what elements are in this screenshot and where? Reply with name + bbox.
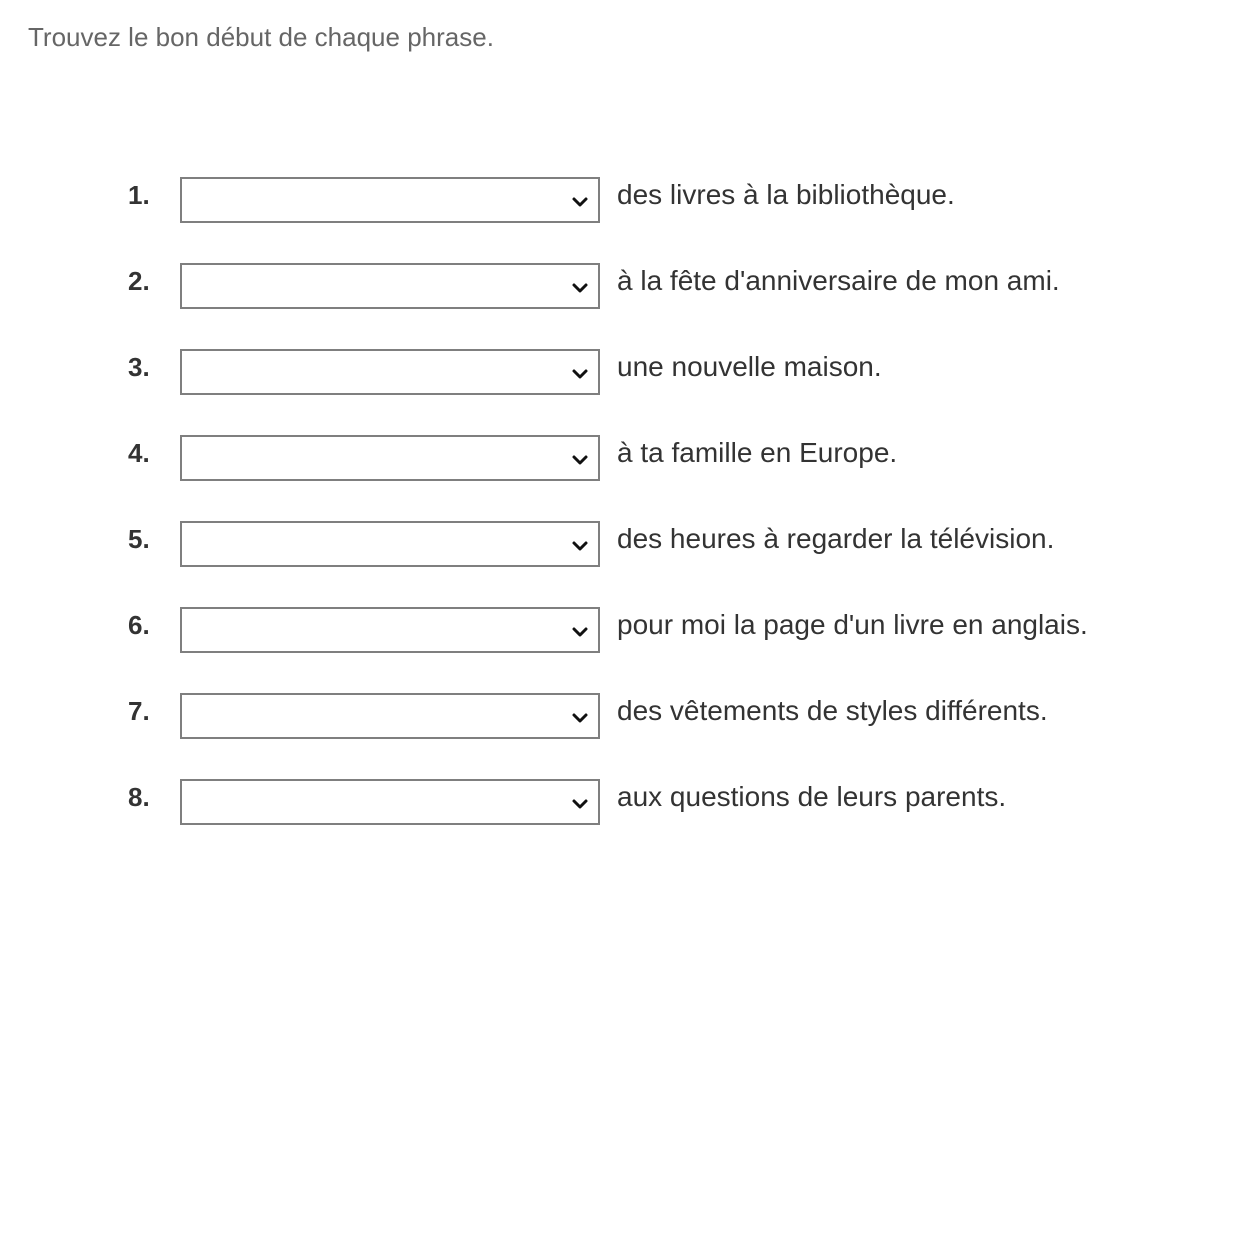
chevron-down-icon	[570, 192, 590, 212]
question-row-6	[0, 602, 1255, 688]
question-number: 5.	[128, 524, 150, 554]
question-number: 1.	[128, 180, 150, 210]
answer-select-6[interactable]	[180, 607, 600, 653]
chevron-down-icon	[570, 622, 590, 642]
sentence-ending: à la fête d'anniversaire de mon ami.	[617, 265, 1060, 296]
question-number: 7.	[128, 696, 150, 726]
answer-select-7[interactable]	[180, 693, 600, 739]
question-row-8	[0, 774, 1255, 860]
chevron-down-icon	[570, 794, 590, 814]
answer-select-8[interactable]	[180, 779, 600, 825]
question-row-4	[0, 430, 1255, 516]
sentence-ending: aux questions de leurs parents.	[617, 781, 1007, 812]
question-number: 2.	[128, 266, 150, 296]
question-number: 3.	[128, 352, 150, 382]
question-row-2	[0, 258, 1255, 344]
question-number: 6.	[128, 610, 150, 640]
sentence-ending: des vêtements de styles différents.	[617, 695, 1048, 726]
question-list	[0, 172, 1255, 860]
sentence-ending: à ta famille en Europe.	[617, 437, 898, 468]
sentence-ending: pour moi la page d'un livre en anglais.	[617, 609, 1088, 640]
answer-select-4[interactable]	[180, 435, 600, 481]
question-row-5	[0, 516, 1255, 602]
chevron-down-icon	[570, 708, 590, 728]
chevron-down-icon	[570, 536, 590, 556]
answer-select-1[interactable]	[180, 177, 600, 223]
question-row-7	[0, 688, 1255, 774]
instructions: Trouvez le bon début de chaque phrase.	[28, 22, 494, 52]
answer-select-5[interactable]	[180, 521, 600, 567]
answer-select-3[interactable]	[180, 349, 600, 395]
sentence-ending: des heures à regarder la télévision.	[617, 523, 1055, 554]
question-number: 4.	[128, 438, 150, 468]
sentence-ending: des livres à la bibliothèque.	[617, 179, 955, 210]
question-row-3	[0, 344, 1255, 430]
sentence-ending: une nouvelle maison.	[617, 351, 882, 382]
chevron-down-icon	[570, 364, 590, 384]
chevron-down-icon	[570, 278, 590, 298]
question-number: 8.	[128, 782, 150, 812]
question-row-1	[0, 172, 1255, 258]
chevron-down-icon	[570, 450, 590, 470]
answer-select-2[interactable]	[180, 263, 600, 309]
